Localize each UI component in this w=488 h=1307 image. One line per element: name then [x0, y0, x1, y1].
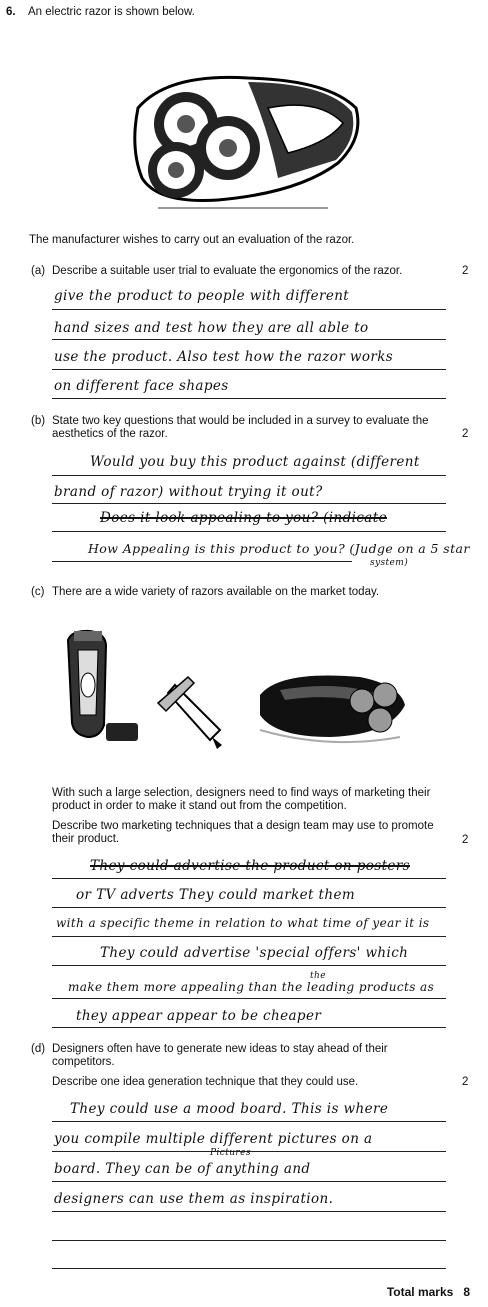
part-d-answer-line-4: designers can use them as inspiration.: [54, 1191, 334, 1207]
answer-rule: [52, 1211, 446, 1212]
answer-rule: [52, 369, 446, 370]
answer-rule: [52, 475, 446, 476]
answer-rule: [52, 503, 446, 504]
answer-rule: [52, 1121, 446, 1122]
answer-rule: [52, 1268, 446, 1269]
part-a-answer-line-4: on different face shapes: [54, 378, 229, 394]
question-intro: An electric razor is shown below.: [28, 6, 195, 18]
part-c-answer-line-6: they appear appear to be cheaper: [76, 1008, 322, 1024]
part-a-text: Describe a suitable user trial to evaluate the ergonomics of the razor.: [52, 265, 403, 277]
part-b-answer-line-4: How Appealing is this product to you? (Judge on a 5 star: [88, 541, 470, 556]
part-b-answer-line-1: Would you buy this product against (different: [90, 454, 420, 470]
part-c-answer-line-3: with a specific theme in relation to what time of year it is: [56, 916, 430, 930]
answer-rule: [52, 309, 446, 310]
part-d-answer-line-3: board. They can be of anything and: [54, 1161, 311, 1177]
answer-rule: [52, 907, 446, 908]
answer-rule: [52, 878, 446, 879]
part-b-answer-line-2: brand of razor) without trying it out?: [54, 484, 323, 500]
part-c-text: There are a wide variety of razors available on the market today.: [52, 586, 380, 598]
part-a-label: (a): [31, 265, 46, 277]
answer-rule: [52, 1240, 446, 1241]
part-a-answer-line-3: use the product. Also test how the razor works: [54, 349, 394, 365]
part-c-answer-line-2: or TV adverts They could market them: [76, 887, 356, 903]
part-c-text-2: With such a large selection, designers need to find ways of marketing their product in order to make it stand out from the competition.: [52, 787, 431, 812]
part-d-answer-line-2: you compile multiple different pictures on a: [54, 1131, 373, 1147]
part-c-text-3: Describe two marketing techniques that a design team may use to promote their product.: [52, 820, 434, 845]
part-d-text-2: Describe one idea generation technique that they could use.: [52, 1076, 359, 1088]
total-marks-value: 8: [463, 1285, 470, 1299]
answer-rule: [52, 398, 446, 399]
part-d-text: Designers often have to generate new ideas to stay ahead of their competitors.: [52, 1043, 388, 1068]
part-d-insert-word: Pictures: [210, 1148, 251, 1158]
part-b-answer-line-5: system): [370, 558, 409, 568]
part-b-answer-line-3-crossed: Does it look appealing to you? (indicate: [100, 510, 387, 526]
part-c-answer-line-4: They could advertise 'special offers' which: [100, 945, 409, 961]
part-b-label: (b): [31, 415, 46, 427]
total-marks-label: Total marks: [386, 1285, 454, 1299]
answer-rule: [52, 965, 446, 966]
answer-rule: [52, 561, 352, 562]
part-d-marks: 2: [462, 1076, 469, 1088]
part-d-label: (d): [31, 1043, 46, 1055]
answer-rule: [52, 339, 446, 340]
answer-rule: [52, 531, 446, 532]
part-a-answer-line-1: give the product to people with different: [54, 288, 350, 304]
razors-range-image: [60, 625, 410, 755]
electric-razor-image: [128, 68, 368, 216]
part-b-marks: 2: [462, 428, 469, 440]
intro-paragraph: The manufacturer wishes to carry out an evaluation of the razor.: [29, 234, 355, 246]
part-c-answer-line-1-crossed: They could advertise the product on posters: [90, 858, 410, 874]
answer-rule: [52, 1181, 446, 1182]
part-a-marks: 2: [462, 265, 469, 277]
part-d-answer-line-1: They could use a mood board. This is where: [70, 1101, 389, 1117]
part-c-insert-word: the: [310, 971, 326, 981]
question-number: 6.: [6, 6, 16, 18]
answer-rule: [52, 936, 446, 937]
part-b-text: State two key questions that would be included in a survey to evaluate the aesthetics of the razor.: [52, 415, 429, 440]
part-a-answer-line-2: hand sizes and test how they are all able to: [54, 320, 369, 336]
part-c-answer-line-5: make them more appealing than the leading products as: [68, 980, 435, 994]
part-c-marks: 2: [462, 834, 469, 846]
answer-rule: [52, 1027, 446, 1028]
total-marks: [387, 1285, 470, 1299]
answer-rule: [52, 998, 446, 999]
part-c-label: (c): [31, 586, 45, 598]
